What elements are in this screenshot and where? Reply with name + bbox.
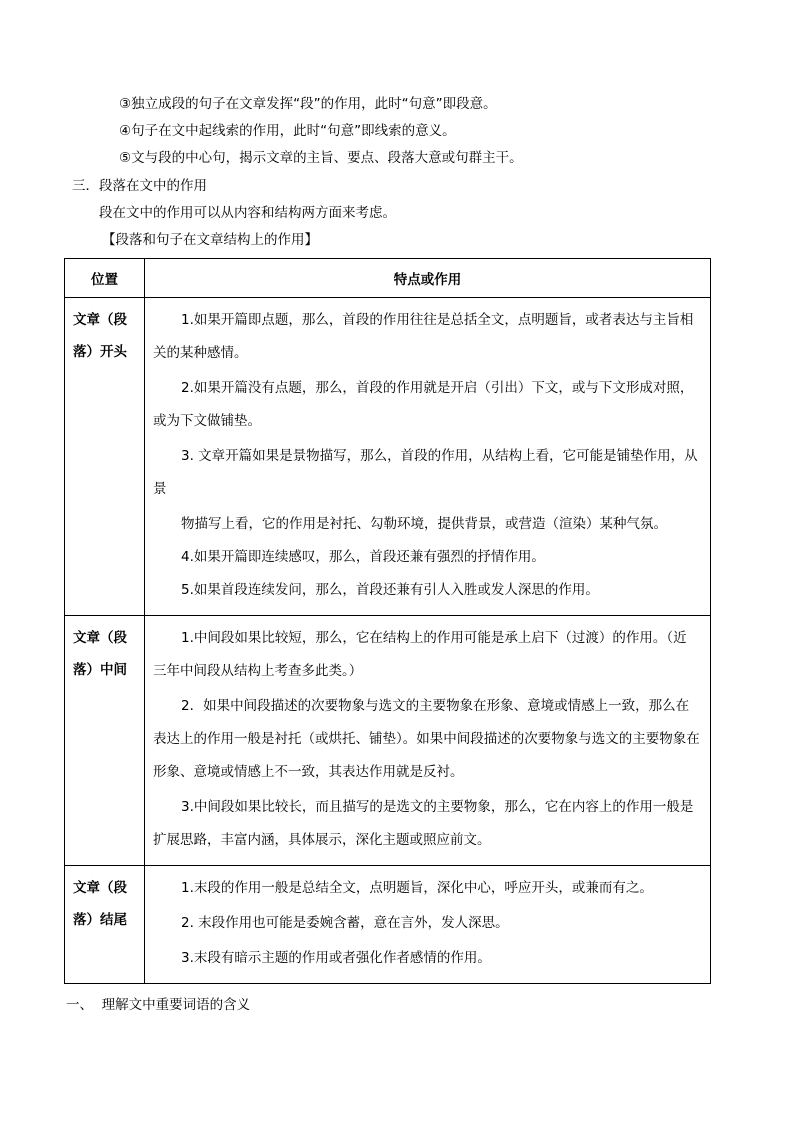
content-ending — [145, 866, 711, 984]
intro-line-5: ⑤文与段的中心句，揭示文章的主旨、要点、段落大意或句群主干。 — [119, 150, 523, 166]
middle-para-3: 3.中间段如果比较长，而且描写的是选文的主要物象，那么，它在内容上的作用一般是扩展思路，丰富内涵，具体展示，深化主题或照应前文。 — [153, 799, 694, 848]
next-section-heading: 一、 理解文中重要词语的含义 — [66, 997, 251, 1013]
table-header-row — [65, 259, 711, 298]
intro-line-3: ③独立成段的句子在文章发挥“段”的作用，此时“句意”即段意。 — [119, 96, 497, 112]
opening-para-4: 4.如果开篇即连续感叹，那么，首段还兼有强烈的抒情作用。 — [181, 549, 545, 565]
position-opening: 文章（段落）开头 — [65, 298, 145, 616]
structure-table — [64, 258, 711, 984]
opening-para-3-cont: 物描写上看，它的作用是衬托、勾勒环境，提供背景，或营造（渲染）某种气氛。 — [181, 516, 667, 532]
intro-line-4: ④句子在文中起线索的作用，此时“句意”即线索的意义。 — [119, 123, 456, 139]
ending-para-1: 1.末段的作用一般是总结全文，点明题旨，深化中心，呼应开头，或兼而有之。 — [181, 880, 653, 896]
table-row-middle — [65, 616, 711, 866]
middle-para-2: 2．如果中间段描述的次要物象与选文的主要物象在形象、意境或情感上一致，那么在表达上的作用一般是衬托（或烘托、铺垫）。如果中间段描述的次要物象与选文的主要物象在形象、意境或情感上不一致，其表达作用就是反衬。 — [153, 698, 700, 780]
position-ending: 文章（段落）结尾 — [65, 866, 145, 984]
content-opening — [145, 298, 711, 616]
opening-para-1: 1.如果开篇即点题，那么，首段的作用往往是总括全文，点明题旨，或者表达与主旨相关的某种感情。 — [153, 312, 694, 361]
ending-para-3: 3.末段有暗示主题的作用或者强化作者感情的作用。 — [181, 950, 491, 966]
table-row-opening — [65, 298, 711, 616]
header-position: 位置 — [65, 259, 145, 298]
opening-para-3: 3. 文章开篇如果是景物描写，那么，首段的作用，从结构上看，它可能是铺垫作用，从景 — [153, 448, 698, 497]
opening-para-2: 2.如果开篇没有点题，那么，首段的作用就是开启（引出）下文，或与下文形成对照，或为下文做铺垫。 — [153, 380, 694, 429]
table-title: 【段落和句子在文章结构上的作用】 — [102, 232, 318, 248]
opening-para-5: 5.如果首段连续发问，那么，首段还兼有引人入胜或发人深思的作用。 — [181, 582, 599, 598]
table-row-ending — [65, 866, 711, 984]
header-feature: 特点或作用 — [145, 259, 711, 298]
section-heading: 三．段落在文中的作用 — [72, 178, 207, 194]
ending-para-2: 2. 末段作用也可能是委婉含蓄，意在言外，发人深思。 — [181, 915, 509, 931]
content-middle — [145, 616, 711, 866]
position-middle: 文章（段落）中间 — [65, 616, 145, 866]
section-intro: 段在文中的作用可以从内容和结构两方面来考虑。 — [99, 205, 396, 221]
middle-para-1: 1.中间段如果比较短，那么，它在结构上的作用可能是承上启下（过渡）的作用。（近三年中间段从结构上考查多此类。） — [153, 630, 687, 679]
